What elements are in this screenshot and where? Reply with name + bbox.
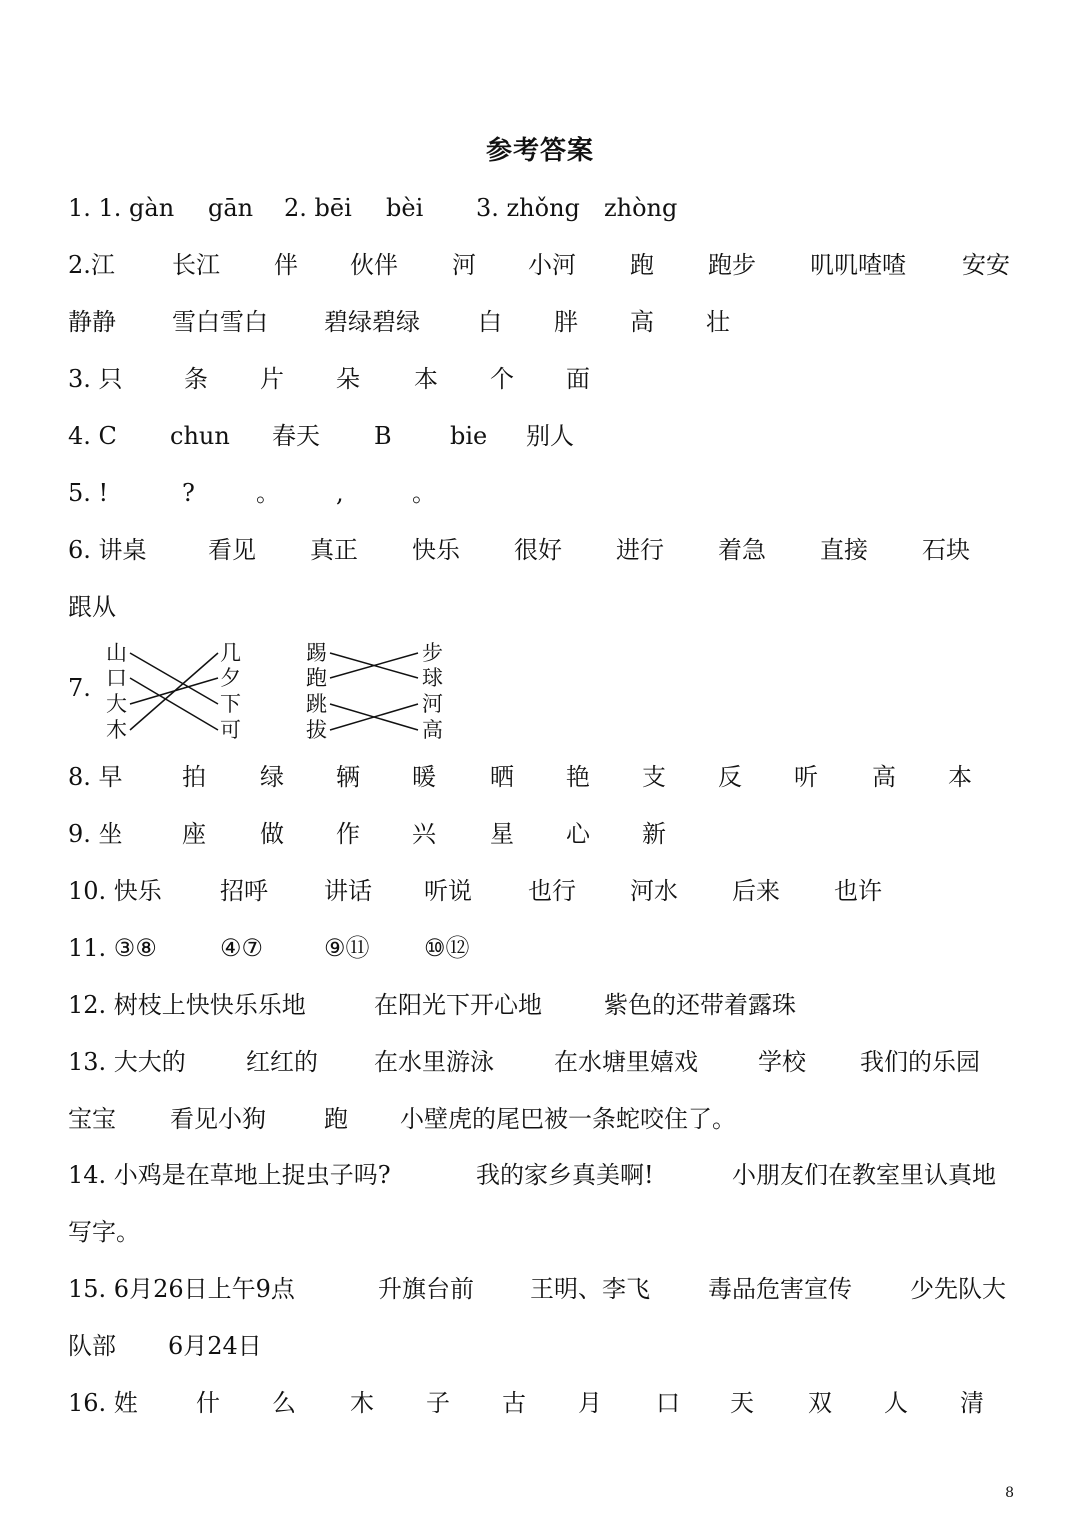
answer-item: 作 <box>336 820 360 848</box>
answer-item: B <box>374 422 392 450</box>
answer-item: 13. 大大的 <box>68 1048 186 1076</box>
answer-item: 新 <box>642 820 666 848</box>
answer-item: , <box>336 479 344 507</box>
answer-item: 9. 坐 <box>68 820 123 848</box>
answer-item: 1. 1. gàn <box>68 194 175 222</box>
answer-item: 月 <box>578 1389 602 1417</box>
answer-item: 很好 <box>514 536 562 564</box>
answer-item: 辆 <box>336 763 360 791</box>
answer-item: 河水 <box>630 877 678 905</box>
answer-item: gān <box>208 194 254 222</box>
match-left-char: 口 <box>106 666 127 690</box>
answer-item: 3. zhǒng <box>476 194 580 222</box>
answer-item: 么 <box>272 1389 296 1417</box>
answer-item: 安安 <box>962 251 1010 279</box>
match-right-char: 几 <box>220 641 241 665</box>
page-title: 参考答案 <box>485 136 594 166</box>
answer-item: 跟从 <box>68 593 116 621</box>
answer-item: 座 <box>182 820 206 848</box>
answer-item: 叽叽喳喳 <box>810 251 906 279</box>
answer-item: 高 <box>872 763 896 791</box>
answer-item: 个 <box>490 365 514 393</box>
match-right-char: 下 <box>220 692 241 716</box>
answer-item: 写字。 <box>68 1218 140 1246</box>
answer-item: 本 <box>948 763 972 791</box>
answer-item: 14. 小鸡是在草地上捉虫子吗? <box>68 1161 391 1189</box>
answer-item: 在阳光下开心地 <box>374 991 542 1019</box>
answer-item: 跑 <box>324 1105 348 1133</box>
answer-item: 队部 <box>68 1332 116 1360</box>
answer-item: 王明、李飞 <box>530 1275 650 1303</box>
answer-item: 艳 <box>566 763 590 791</box>
answer-item: 什 <box>196 1389 220 1417</box>
answer-item: 6月24日 <box>168 1332 262 1360</box>
answer-item: 我们的乐园 <box>860 1048 980 1076</box>
answer-item: 2.江 <box>68 251 115 279</box>
answer-item: 清 <box>960 1389 984 1417</box>
answer-item: bie <box>450 422 488 450</box>
match-left-char: 拔 <box>306 718 327 742</box>
match-line <box>130 653 218 704</box>
answer-item: 招呼 <box>220 877 268 905</box>
answer-item: 升旗台前 <box>378 1275 474 1303</box>
answer-item: 子 <box>426 1389 450 1417</box>
answer-item: 后来 <box>732 877 780 905</box>
match-left-char: 跳 <box>306 692 327 716</box>
match-line <box>130 653 218 730</box>
answer-item: 5. ! <box>68 479 109 507</box>
answer-item: 。 <box>412 479 436 507</box>
answer-item: chun <box>170 422 230 450</box>
answer-item: 雪白雪白 <box>172 308 268 336</box>
match-left-char: 木 <box>106 718 127 742</box>
answer-item: 静静 <box>68 308 116 336</box>
answer-item: 跑 <box>630 251 654 279</box>
answer-item: 白 <box>478 308 502 336</box>
answer-item: 面 <box>566 365 590 393</box>
match-right-char: 球 <box>422 666 443 690</box>
answer-item: bèi <box>386 194 424 222</box>
answer-item: 春天 <box>272 422 320 450</box>
answer-item: 听说 <box>424 877 472 905</box>
answer-item: 支 <box>642 763 666 791</box>
answer-item: 暖 <box>412 763 436 791</box>
answer-item: 4. C <box>68 422 117 450</box>
answer-item: 伙伴 <box>350 251 398 279</box>
answer-item: 双 <box>808 1389 832 1417</box>
answer-item: 看见小狗 <box>170 1105 266 1133</box>
answer-item: 绿 <box>260 763 284 791</box>
answer-item: 做 <box>260 820 284 848</box>
answer-item: 6. 讲桌 <box>68 536 147 564</box>
answer-item: 天 <box>730 1389 754 1417</box>
answer-item: 心 <box>566 820 590 848</box>
answer-item: 也许 <box>834 877 882 905</box>
answer-item: 直接 <box>820 536 868 564</box>
answer-item: 12. 树枝上快快乐乐地 <box>68 991 306 1019</box>
answer-item: ? <box>182 479 195 507</box>
answer-item: 古 <box>502 1389 526 1417</box>
answer-item: 口 <box>656 1389 680 1417</box>
answer-item: 少先队大 <box>910 1275 1006 1303</box>
answer-item: 石块 <box>922 536 970 564</box>
answer-item: 也行 <box>528 877 576 905</box>
match-right-char: 夕 <box>220 666 241 690</box>
answer-item: 跑步 <box>708 251 756 279</box>
answer-item: 河 <box>452 251 476 279</box>
answer-item: 壮 <box>706 308 730 336</box>
match-right-char: 可 <box>220 718 241 742</box>
answer-item: 伴 <box>274 251 298 279</box>
answer-item: 进行 <box>616 536 664 564</box>
answer-item: 在水塘里嬉戏 <box>554 1048 698 1076</box>
answer-item: 16. 姓 <box>68 1389 138 1417</box>
answer-item: 条 <box>184 365 208 393</box>
answer-item: 我的家乡真美啊! <box>476 1161 654 1189</box>
answer-item: ⑩⑫ <box>424 934 470 962</box>
answer-item: 红红的 <box>246 1048 318 1076</box>
answer-item: 片 <box>260 365 284 393</box>
answer-item: 8. 早 <box>68 763 123 791</box>
answer-item: 听 <box>794 763 818 791</box>
match-left-char: 踢 <box>306 641 327 665</box>
match-left-char: 跑 <box>306 666 327 690</box>
answer-item: 小河 <box>528 251 576 279</box>
answer-item: 快乐 <box>412 536 460 564</box>
answer-item: 小壁虎的尾巴被一条蛇咬住了。 <box>400 1105 736 1133</box>
answer-item: 学校 <box>758 1048 806 1076</box>
answer-item: ⑨⑪ <box>324 934 370 962</box>
answer-item: 紫色的还带着露珠 <box>604 991 796 1019</box>
answer-item: 高 <box>630 308 654 336</box>
answer-item: 毒品危害宣传 <box>708 1275 852 1303</box>
answer-item: 10. 快乐 <box>68 877 162 905</box>
answer-item: 别人 <box>526 422 574 450</box>
matching-exercise <box>68 640 488 745</box>
answer-item: 兴 <box>412 820 436 848</box>
answer-item: 在水里游泳 <box>374 1048 494 1076</box>
match-left-char: 山 <box>106 641 127 665</box>
answer-item: 15. 6月26日上午9点 <box>68 1275 295 1303</box>
answer-item: 胖 <box>554 308 578 336</box>
answer-item: 小朋友们在教室里认真地 <box>732 1161 996 1189</box>
answer-item: 反 <box>718 763 742 791</box>
answer-item: 碧绿碧绿 <box>324 308 420 336</box>
answer-item: zhòng <box>604 194 678 222</box>
match-right-char: 步 <box>422 641 443 665</box>
answer-item: 看见 <box>208 536 256 564</box>
match-right-char: 河 <box>422 692 443 716</box>
answer-item: 真正 <box>310 536 358 564</box>
answer-item: 2. bēi <box>284 194 352 222</box>
match-right-char: 高 <box>422 718 443 742</box>
answer-item: 宝宝 <box>68 1105 116 1133</box>
answer-item: 木 <box>350 1389 374 1417</box>
answer-item: 星 <box>490 820 514 848</box>
answer-item: 朵 <box>336 365 360 393</box>
match-line <box>130 678 218 730</box>
answer-item: 着急 <box>718 536 766 564</box>
answer-item: ④⑦ <box>220 934 264 962</box>
answer-item: 长江 <box>172 251 220 279</box>
answer-item: 本 <box>414 365 438 393</box>
answer-item: 拍 <box>182 763 206 791</box>
matching-number: 7. <box>68 674 91 702</box>
answer-item: 晒 <box>490 763 514 791</box>
page-number: 8 <box>1005 1485 1014 1501</box>
answer-item: 11. ③⑧ <box>68 934 157 962</box>
answer-item: 3. 只 <box>68 365 123 393</box>
answer-item: 。 <box>256 479 280 507</box>
match-left-char: 大 <box>106 692 127 716</box>
answer-item: 人 <box>884 1389 908 1417</box>
answer-item: 讲话 <box>324 877 372 905</box>
